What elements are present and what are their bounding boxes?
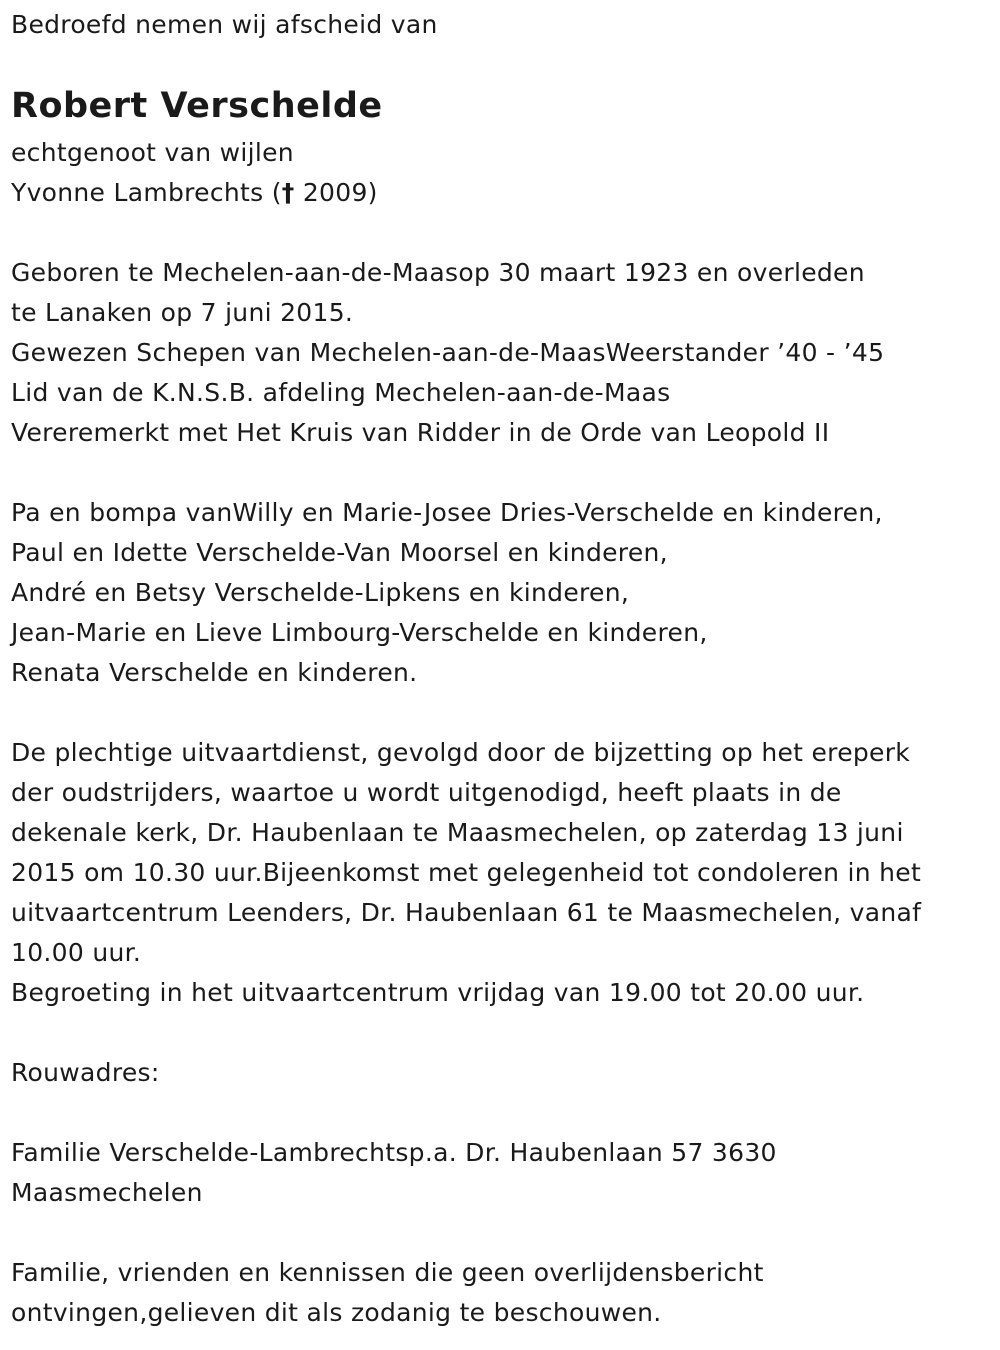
biography-line: te Lanaken op 7 juni 2015.	[11, 298, 354, 327]
funeral-line: De plechtige uitvaartdienst, gevolgd door de bijzetting op het ereperk	[11, 738, 911, 767]
spouse-line	[11, 173, 378, 213]
biography-line: Geboren te Mechelen-aan-de-Maasop 30 maart 1923 en overleden	[11, 258, 865, 287]
funeral-line: uitvaartcentrum Leenders, Dr. Haubenlaan 61 te Maasmechelen, vanaf	[11, 898, 922, 927]
cross-icon: †	[281, 178, 295, 207]
mourning-address-line: Familie Verschelde-Lambrechtsp.a. Dr. Haubenlaan 57 3630	[11, 1138, 777, 1167]
biography-line: Gewezen Schepen van Mechelen-aan-de-MaasWeerstander ’40 - ’45	[11, 338, 885, 367]
closing-line: Familie, vrienden en kennissen die geen overlijdensbericht	[11, 1258, 764, 1287]
spouse-death-year: 2009)	[294, 178, 378, 207]
funeral-line: dekenale kerk, Dr. Haubenlaan te Maasmechelen, op zaterdag 13 juni	[11, 818, 904, 847]
intro-text: Bedroefd nemen wij afscheid van	[11, 10, 438, 39]
biography-line: Vereremerkt met Het Kruis van Ridder in de Orde van Leopold II	[11, 418, 830, 447]
family-line: Paul en Idette Verschelde-Van Moorsel en kinderen,	[11, 538, 668, 567]
deceased-name: Robert Verschelde	[11, 86, 383, 126]
funeral-line: Begroeting in het uitvaartcentrum vrijdag van 19.00 tot 20.00 uur.	[11, 978, 865, 1007]
family-line: Jean-Marie en Lieve Limbourg-Verschelde en kinderen,	[11, 618, 708, 647]
closing-line: ontvingen,gelieven dit als zodanig te beschouwen.	[11, 1298, 662, 1327]
family-line: André en Betsy Verschelde-Lipkens en kinderen,	[11, 578, 630, 607]
biography-line: Lid van de K.N.S.B. afdeling Mechelen-aan-de-Maas	[11, 378, 671, 407]
funeral-line: 10.00 uur.	[11, 938, 142, 967]
mourning-address-line: Maasmechelen	[11, 1178, 203, 1207]
family-line: Renata Verschelde en kinderen.	[11, 658, 418, 687]
mourning-address-label: Rouwadres:	[11, 1058, 160, 1087]
funeral-line: der oudstrijders, waartoe u wordt uitgenodigd, heeft plaats in de	[11, 778, 842, 807]
funeral-line: 2015 om 10.30 uur.Bijeenkomst met gelegenheid tot condoleren in het	[11, 858, 922, 887]
family-line: Pa en bompa vanWilly en Marie-Josee Dries-Verschelde en kinderen,	[11, 498, 883, 527]
spouse-label: echtgenoot van wijlen	[11, 138, 294, 167]
spouse-name: Yvonne Lambrechts (	[11, 178, 282, 207]
